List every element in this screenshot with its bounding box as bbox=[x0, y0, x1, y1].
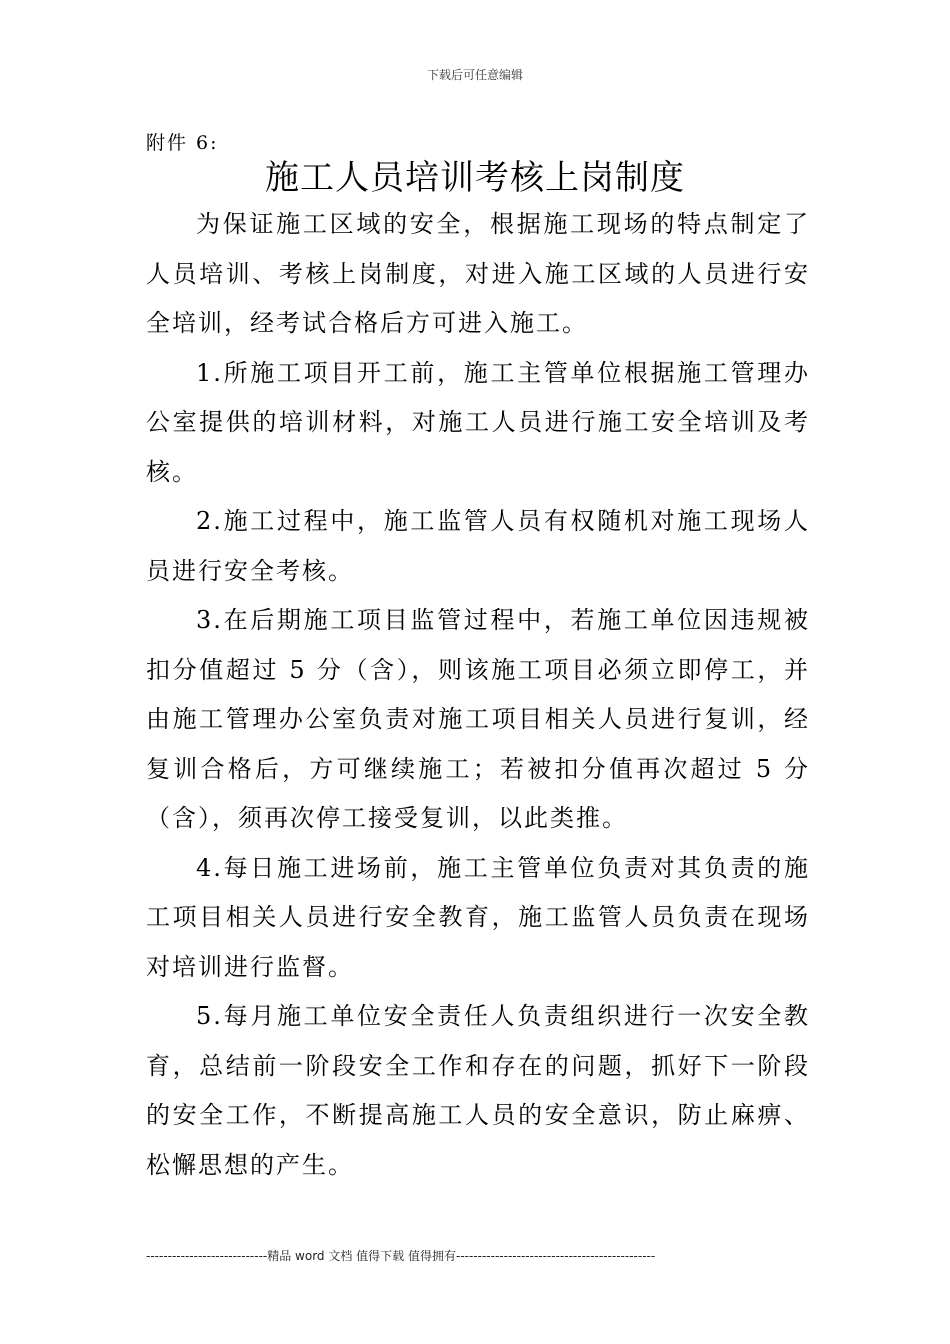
document-title: 施工人员培训考核上岗制度 bbox=[265, 158, 685, 198]
clause-1-paragraph: 1.所施工项目开工前，施工主管单位根据施工管理办公室提供的培训材料，对施工人员进行施工安全培训及考核。 bbox=[146, 358, 810, 486]
page-header: 下载后可任意编辑 bbox=[426, 68, 523, 82]
clause-2-paragraph: 2.施工过程中，施工监管人员有权随机对施工现场人员进行安全考核。 bbox=[146, 507, 810, 585]
intro-paragraph: 为保证施工区域的安全，根据施工现场的特点制定了人员培训、考核上岗制度，对进入施工区域的人员进行安全培训，经考试合格后方可进入施工。 bbox=[146, 210, 810, 337]
clause-3-paragraph: 3.在后期施工项目监管过程中，若施工单位因违规被扣分值超过 5 分（含），则该施工项目必须立即停工，并由施工管理办公室负责对施工项目相关人员进行复训，经复训合格后，方可继续施工；若被扣分值再次超过 5 分（含），须再次停工接受复训，以此类推。 bbox=[146, 606, 810, 832]
clause-5-paragraph: 5.每月施工单位安全责任人负责组织进行一次安全教育，总结前一阶段安全工作和存在的问题，抓好下一阶段的安全工作，不断提高施工人员的安全意识，防止麻痹、松懈思想的产生。 bbox=[146, 1002, 810, 1179]
page-footer: ----------------------------精品 word 文档 值得下载 值得拥有---------------------------------------------- bbox=[146, 1249, 656, 1263]
attachment-label: 附件 6: bbox=[146, 132, 219, 154]
clause-4-paragraph: 4.每日施工进场前，施工主管单位负责对其负责的施工项目相关人员进行安全教育，施工监管人员负责在现场对培训进行监督。 bbox=[146, 853, 810, 981]
document-body bbox=[146, 200, 810, 1190]
